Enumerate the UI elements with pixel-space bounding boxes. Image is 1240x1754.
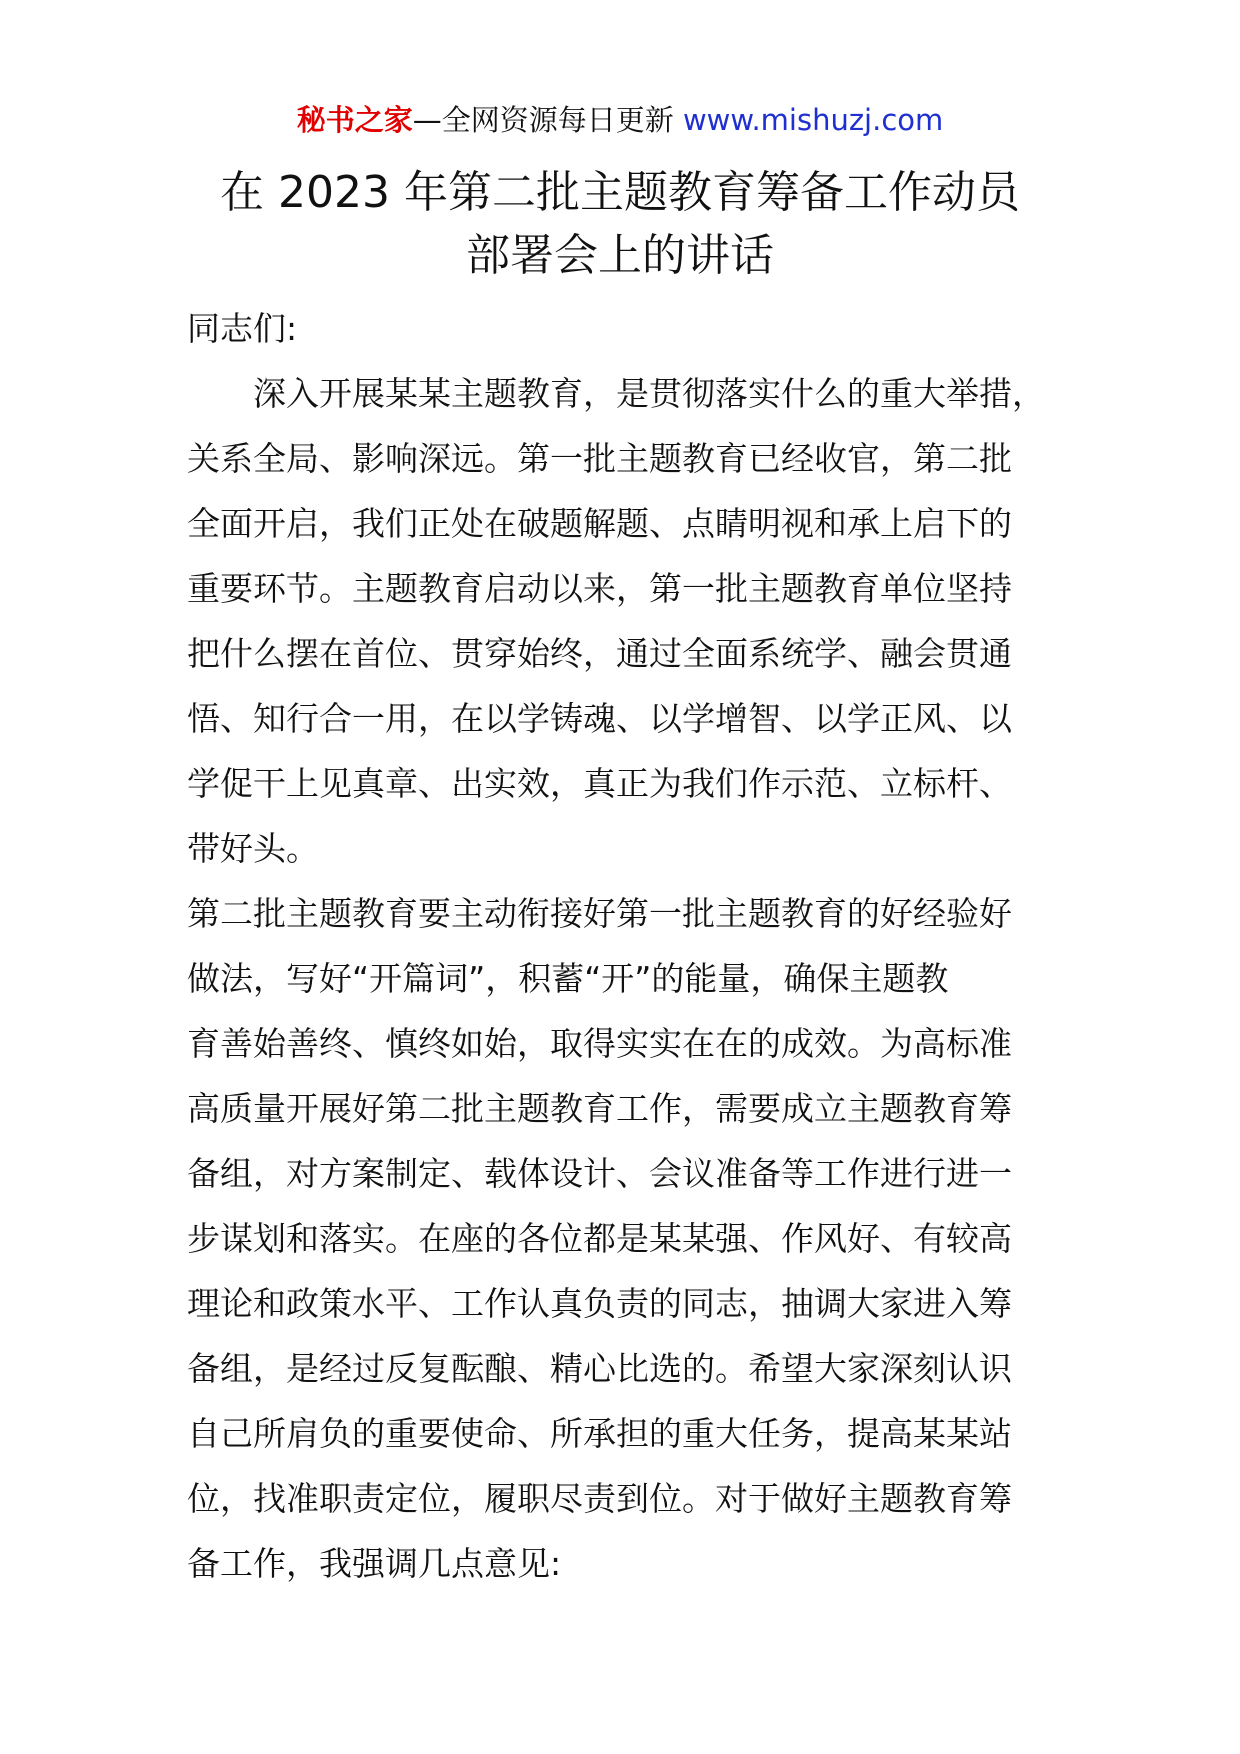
paragraph-1-line: 学促干上见真章、出实效，真正为我们作示范、立标杆、: [187, 764, 1012, 803]
site-header: [0, 100, 1240, 140]
salutation: 同志们:: [187, 309, 298, 348]
paragraph-2-line: 备组，是经过反复酝酿、精心比选的。希望大家深刻认识: [187, 1349, 1012, 1388]
paragraph-2-line: 第二批主题教育要主动衔接好第一批主题教育的好经验好: [187, 894, 1012, 933]
site-url-link[interactable]: www.mishuzj.com: [682, 103, 944, 137]
paragraph-2-line: 自己所肩负的重要使命、所承担的重大任务，提高某某站: [187, 1414, 1012, 1453]
paragraph-2-line: 育善始善终、慎终如始，取得实实在在的成效。为高标准: [187, 1024, 1012, 1063]
paragraph-1-line: 关系全局、影响深远。第一批主题教育已经收官，第二批: [187, 439, 1012, 478]
paragraph-1-line: 把什么摆在首位、贯穿始终，通过全面系统学、融会贯通: [187, 634, 1012, 673]
paragraph-2-line: 做法，写好“开篇词”，积蓄“开”的能量，确保主题教: [187, 959, 949, 998]
paragraph-2-line: 位，找准职责定位，履职尽责到位。对于做好主题教育筹: [187, 1479, 1012, 1518]
paragraph-2-line: 备工作，我强调几点意见:: [187, 1544, 562, 1583]
paragraph-1-line: 带好头。: [187, 829, 319, 868]
paragraph-2-line: 高质量开展好第二批主题教育工作，需要成立主题教育筹: [187, 1089, 1012, 1128]
paragraph-1-line: 重要环节。主题教育启动以来，第一批主题教育单位坚持: [187, 569, 1012, 608]
paragraph-1-line: 深入开展某某主题教育，是贯彻落实什么的重大举措，: [253, 374, 1045, 413]
paragraph-2-line: 步谋划和落实。在座的各位都是某某强、作风好、有较高: [187, 1219, 1012, 1258]
document-body: [187, 296, 1087, 1596]
paragraph-1-line: 悟、知行合一用，在以学铸魂、以学增智、以学正风、以: [187, 699, 1012, 738]
document-title-line-2: 部署会上的讲话: [466, 230, 774, 281]
paragraph-2-line: 备组，对方案制定、载体设计、会议准备等工作进行进一: [187, 1154, 1012, 1193]
paragraph-2-line: 理论和政策水平、工作认真负责的同志，抽调大家进入筹: [187, 1284, 1012, 1323]
paragraph-1-line: 全面开启，我们正处在破题解题、点睛明视和承上启下的: [187, 504, 1012, 543]
document-title-line-1: 在 2023 年第二批主题教育筹备工作动员: [220, 167, 1020, 218]
brand-name: 秘书之家: [296, 103, 413, 137]
header-tagline: —全网资源每日更新: [412, 103, 674, 137]
